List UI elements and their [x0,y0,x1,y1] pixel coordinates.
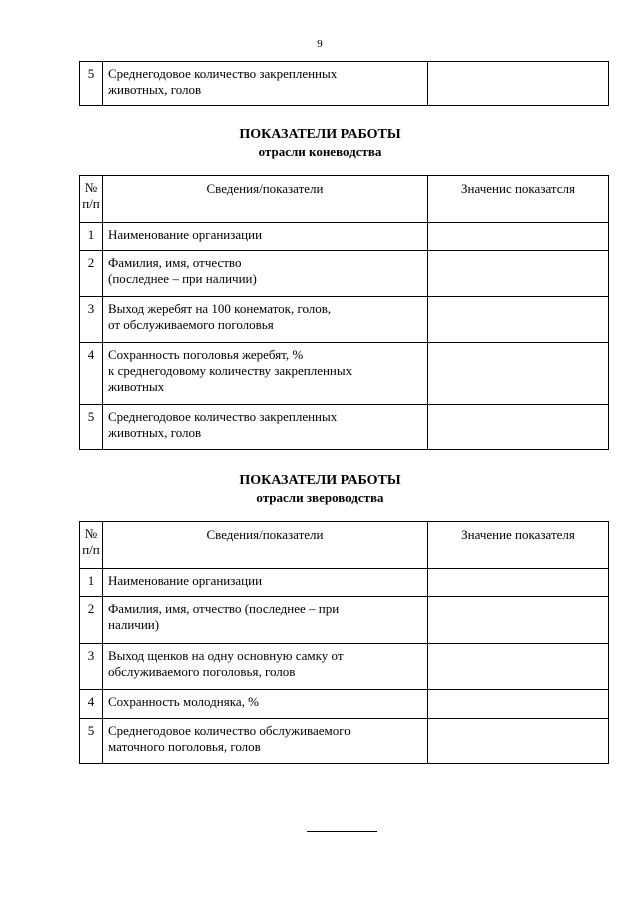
table-row [80,223,609,251]
table-row [80,597,609,644]
row-number: 1 [80,569,103,597]
header-num-line: п/п [82,196,100,211]
row-description [103,405,428,450]
table-row [80,251,609,297]
row-description [103,644,428,690]
row-description-line: (последнее – при наличии) [108,271,257,286]
table-header-row [80,176,609,223]
table-header-row [80,522,609,569]
section-title: ПОКАЗАТЕЛИ РАБОТЫ [239,473,401,488]
row-description [103,569,428,597]
row-value [428,597,609,644]
row-number: 4 [80,690,103,719]
row-description [103,297,428,343]
row-value [428,62,609,106]
fur-section-title [0,472,640,506]
row-description [103,690,428,719]
row-number: 5 [80,719,103,764]
section-title: ПОКАЗАТЕЛИ РАБОТЫ [239,127,401,142]
table-row [80,569,609,597]
row-description-line: Фамилия, имя, отчество (последнее – при [108,601,340,616]
row-description [103,62,428,106]
top-fragment-table [79,61,609,106]
row-description-line: Выход щенков на одну основную самку от [108,648,344,663]
table-row [80,405,609,450]
table-row [80,297,609,343]
row-value [428,569,609,597]
row-description [103,597,428,644]
row-value [428,405,609,450]
page-number: 9 [317,38,323,50]
row-value [428,719,609,764]
row-number: 1 [80,223,103,251]
header-num-line: п/п [82,542,100,557]
row-description-line: Сохранность поголовья жеребят, % [108,347,304,362]
header-value: Значенис показатсля [428,176,609,223]
header-description: Сведения/показатели [103,522,428,569]
horse-indicators-table [79,175,609,450]
row-description-line: Среднегодовое количество закрепленных [108,409,338,424]
closing-separator-line [307,831,377,832]
row-description-line: наличии) [108,617,160,632]
table-row [80,644,609,690]
fur-indicators-table [79,521,609,764]
row-description-line: Фамилия, имя, отчество [108,255,242,270]
section-subtitle: отрасли коневодства [258,144,382,159]
table-row [80,719,609,764]
table-row [80,343,609,405]
row-value [428,690,609,719]
header-value: Значение показателя [428,522,609,569]
row-number: 3 [80,644,103,690]
row-number: 3 [80,297,103,343]
row-description-line: Сохранность молодняка, % [108,694,259,709]
row-description-line: Среднегодовое количество закрепленных [108,66,338,81]
row-description-line: животных, голов [108,425,202,440]
row-description-line: Наименование организации [108,573,263,588]
row-description-line: к среднегодовому количеству закрепленных [108,363,353,378]
row-value [428,644,609,690]
row-number: 5 [80,62,103,106]
row-description [103,251,428,297]
row-description-line: от обслуживаемого поголовья [108,317,274,332]
header-num-line: № [84,180,98,195]
header-description: Сведения/показатели [103,176,428,223]
row-description [103,343,428,405]
row-description-line: Выход жеребят на 100 конематок, голов, [108,301,332,316]
horse-section-title [0,126,640,160]
row-description-line: Наименование организации [108,227,263,242]
row-description-line: Среднегодовое количество обслуживаемого [108,723,351,738]
row-value [428,223,609,251]
header-num [80,522,103,569]
table-row [80,690,609,719]
row-number: 2 [80,251,103,297]
row-description [103,719,428,764]
table-row [80,62,609,106]
section-subtitle: отрасли звероводства [256,490,384,505]
row-description-line: животных, голов [108,82,202,97]
header-num-line: № [84,526,98,541]
row-description-line: маточного поголовья, голов [108,739,261,754]
row-number: 2 [80,597,103,644]
row-value [428,343,609,405]
row-number: 4 [80,343,103,405]
row-description [103,223,428,251]
row-description-line: животных [108,379,165,394]
header-num [80,176,103,223]
row-value [428,297,609,343]
row-number: 5 [80,405,103,450]
row-description-line: обслуживаемого поголовья, голов [108,664,296,679]
row-value [428,251,609,297]
